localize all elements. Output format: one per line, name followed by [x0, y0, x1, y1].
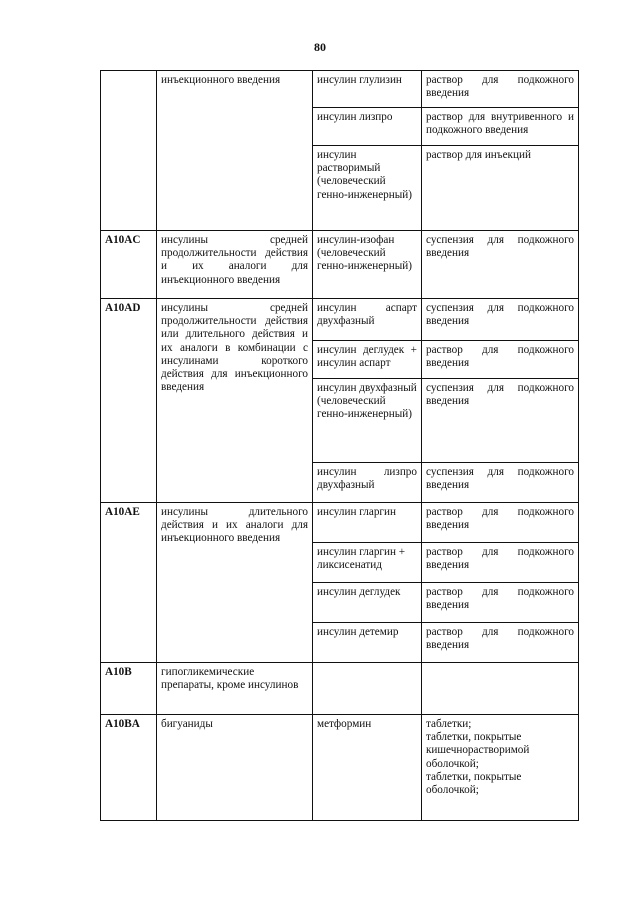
drug-cell: инсулин деглудек: [313, 583, 422, 623]
drug-cell: инсулин-изофан (человеческий генно-инженерный): [313, 231, 422, 299]
table-row: [101, 715, 579, 821]
table-row: [101, 231, 579, 299]
drug-cell: [313, 663, 422, 715]
dosage-form-line: таблетки;: [426, 718, 472, 730]
dosage-form-line: таблетки, покрытые оболочкой;: [426, 770, 522, 797]
page-number: 80: [314, 40, 326, 54]
drug-cell: инсулин деглудек + инсулин аспарт: [313, 341, 422, 379]
drug-cell: инсулин аспарт двухфазный: [313, 299, 422, 341]
drug-cell: инсулин гларгин: [313, 503, 422, 543]
dosage-form-cell: раствор для подкожного введения: [422, 71, 579, 108]
dosage-form-cell: раствор для подкожного введения: [422, 503, 579, 543]
dosage-form-cell: [422, 715, 579, 821]
group-cell: инсулины средней продолжительности действия и их аналоги для инъекционного введения: [157, 231, 313, 299]
drug-cell: инсулин гларгин + ликсисенатид: [313, 543, 422, 583]
atc-code-cell: A10AD: [101, 299, 157, 503]
atc-code-cell: A10AC: [101, 231, 157, 299]
group-cell: инсулины длительного действия и их аналоги для инъекционного введения: [157, 503, 313, 663]
dosage-form-cell: раствор для подкожного введения: [422, 341, 579, 379]
drug-cell: инсулин двухфазный (человеческий генно-инженерный): [313, 379, 422, 463]
dosage-form-cell: раствор для подкожного введения: [422, 583, 579, 623]
atc-code-cell: A10AE: [101, 503, 157, 663]
dosage-form-cell: раствор для инъекций: [422, 146, 579, 231]
atc-code-cell: A10B: [101, 663, 157, 715]
drug-classification-table: [100, 70, 579, 821]
dosage-form-cell: [422, 663, 579, 715]
dosage-form-cell: раствор для подкожного введения: [422, 543, 579, 583]
drug-cell: инсулин лизпро двухфазный: [313, 463, 422, 503]
table-row: [101, 299, 579, 341]
dosage-form-cell: раствор для подкожного введения: [422, 623, 579, 663]
group-cell: инъекционного введения: [157, 71, 313, 231]
dosage-form-cell: суспензия для подкожного введения: [422, 463, 579, 503]
dosage-form-line: таблетки, покрытые кишечнорастворимой оболочкой;: [426, 731, 530, 770]
table-row: [101, 71, 579, 108]
atc-code-cell: A10BA: [101, 715, 157, 821]
dosage-form-cell: суспензия для подкожного введения: [422, 231, 579, 299]
table-row: [101, 663, 579, 715]
dosage-form-cell: суспензия для подкожного введения: [422, 379, 579, 463]
dosage-form-cell: суспензия для подкожного введения: [422, 299, 579, 341]
drug-cell: метформин: [313, 715, 422, 821]
drug-cell: инсулин растворимый (человеческий генно-инженерный): [313, 146, 422, 231]
dosage-form-cell: раствор для внутривенного и подкожного введения: [422, 108, 579, 146]
group-cell: бигуаниды: [157, 715, 313, 821]
drug-cell: инсулин лизпро: [313, 108, 422, 146]
group-cell: инсулины средней продолжительности действия или длительного действия и их аналоги в комбинации с инсулинами короткого действия для инъекционного введения: [157, 299, 313, 503]
atc-code-cell: [101, 71, 157, 231]
group-cell: гипогликемические препараты, кроме инсулинов: [157, 663, 313, 715]
table-row: [101, 503, 579, 543]
drug-cell: инсулин глулизин: [313, 71, 422, 108]
drug-cell: инсулин детемир: [313, 623, 422, 663]
